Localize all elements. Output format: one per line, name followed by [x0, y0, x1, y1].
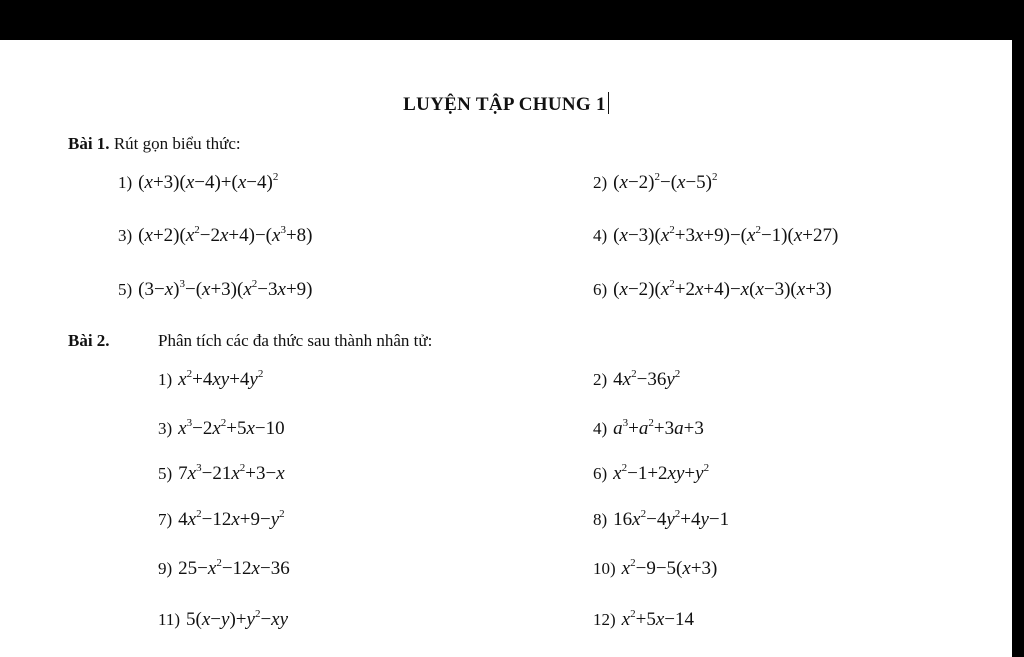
- exercise-1-label: Bài 1.: [68, 134, 110, 153]
- exercise-2-item: 6) $x^2-1+2xy+y^2$: [593, 462, 710, 484]
- math-expression: $x^2-1+2xy+y^2$: [613, 462, 710, 484]
- exercise-2-heading: [68, 331, 110, 351]
- exercise-2-item: 8) $16x^2-4y^2+4y-1$: [593, 508, 730, 530]
- math-expression: $4x^2-12x+9-y^2$: [178, 508, 285, 530]
- math-expression: $(x-2)(x^2+2x+4)-x(x-3)(x+3)$: [613, 278, 832, 300]
- exercise-2-item: 11) $5(x-y)+y^2-xy$: [158, 608, 289, 630]
- exercise-2-label: Bài 2.: [68, 331, 110, 350]
- math-expression: $(x+3)(x-4)+(x-4)^2$: [138, 171, 279, 193]
- exercise-2-item: 2) $4x^2-36y^2$: [593, 368, 681, 390]
- math-expression: $5(x-y)+y^2-xy$: [186, 608, 289, 630]
- math-expression: $7x^3-21x^2+3-x$: [178, 462, 285, 484]
- math-expression: $(x-3)(x^2+3x+9)-(x^2-1)(x+27)$: [613, 224, 839, 246]
- math-expression: $x^3-2x^2+5x-10$: [178, 417, 285, 439]
- math-expression: $(x+2)(x^2-2x+4)-(x^3+8)$: [138, 224, 313, 246]
- exercise-1-instruction: Rút gọn biểu thức:: [113, 134, 241, 153]
- page-title: [0, 92, 1012, 116]
- title-text: LUYỆN TẬP CHUNG 1: [403, 94, 606, 115]
- exercise-2-item: 10) $x^2-9-5(x+3)$: [593, 557, 718, 579]
- exercise-2-item: 4) $a^3+a^2+3a+3$: [593, 417, 704, 439]
- math-expression: $16x^2-4y^2+4y-1$: [613, 508, 730, 530]
- math-expression: $(x-2)^2-(x-5)^2$: [613, 171, 718, 193]
- math-expression: $(3-x)^3-(x+3)(x^2-3x+9)$: [138, 278, 313, 300]
- math-expression: $x^2+4xy+4y^2$: [178, 368, 264, 390]
- exercise-1-heading: [68, 134, 241, 154]
- exercise-1-item: 1) $(x+3)(x-4)+(x-4)^2$: [118, 171, 279, 193]
- text-cursor: [608, 92, 609, 114]
- document-page: [0, 40, 1012, 657]
- exercise-1-item: 4) $(x-3)(x^2+3x+9)-(x^2-1)(x+27)$: [593, 224, 839, 246]
- math-expression: $a^3+a^2+3a+3$: [613, 417, 704, 439]
- math-expression: $x^2+5x-14$: [621, 608, 694, 630]
- exercise-2-item: 7) $4x^2-12x+9-y^2$: [158, 508, 285, 530]
- exercise-2-item: 5) $7x^3-21x^2+3-x$: [158, 462, 285, 484]
- exercise-2-item: 1) $x^2+4xy+4y^2$: [158, 368, 264, 390]
- exercise-2-item: 12) $x^2+5x-14$: [593, 608, 694, 630]
- exercise-1-item: 6) $(x-2)(x^2+2x+4)-x(x-3)(x+3)$: [593, 278, 832, 300]
- exercise-1-item: 5) $(3-x)^3-(x+3)(x^2-3x+9)$: [118, 278, 313, 300]
- exercise-2-item: 3) $x^3-2x^2+5x-10$: [158, 417, 285, 439]
- exercise-2-item: 9) $25-x^2-12x-36$: [158, 557, 290, 579]
- math-expression: $4x^2-36y^2$: [613, 368, 681, 390]
- exercise-2-instruction: Phân tích các đa thức sau thành nhân tử:: [158, 331, 433, 350]
- exercise-1-item: 3) $(x+2)(x^2-2x+4)-(x^3+8)$: [118, 224, 313, 246]
- math-expression: $x^2-9-5(x+3)$: [621, 557, 718, 579]
- exercise-1-item: 2) $(x-2)^2-(x-5)^2$: [593, 171, 718, 193]
- math-expression: $25-x^2-12x-36$: [178, 557, 290, 579]
